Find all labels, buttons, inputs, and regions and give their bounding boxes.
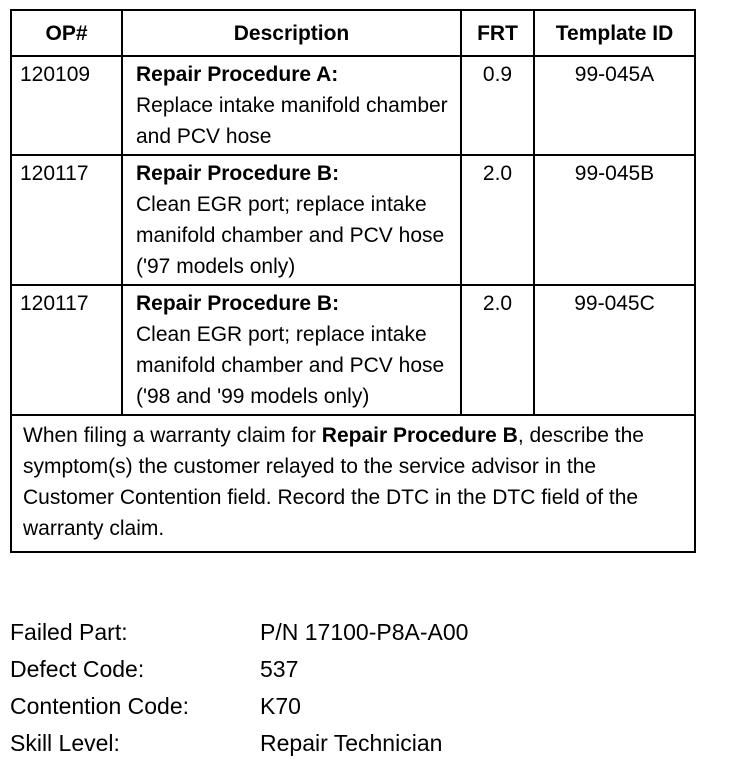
failed-part-value: P/N 17100-P8A-A00 — [260, 619, 469, 645]
table-header-row — [11, 10, 695, 56]
note-text-before: When filing a warranty claim for — [23, 424, 322, 447]
op-number: 120117 — [11, 155, 122, 285]
part-info-list — [10, 614, 468, 762]
frt-value: 0.9 — [461, 56, 534, 155]
template-id: 99-045C — [534, 285, 695, 415]
failed-part-label: Failed Part: — [10, 619, 128, 645]
skill-level-row — [10, 725, 468, 762]
template-id: 99-045A — [534, 56, 695, 155]
frt-value: 2.0 — [461, 285, 534, 415]
template-id: 99-045B — [534, 155, 695, 285]
warranty-table — [10, 9, 696, 553]
frt-value: 2.0 — [461, 155, 534, 285]
header-op: OP# — [11, 10, 122, 56]
warranty-note — [11, 415, 695, 552]
description-cell — [122, 285, 461, 415]
procedure-description: Replace intake manifold chamber and PCV hose — [136, 94, 448, 148]
description-cell — [122, 56, 461, 155]
defect-code-label: Defect Code: — [10, 656, 145, 682]
procedure-title: Repair Procedure A: — [136, 63, 339, 86]
procedure-title: Repair Procedure B: — [136, 292, 340, 315]
failed-part-row — [10, 614, 468, 651]
note-text-after: , describe the symptom(s) the customer relayed to the service advisor in the Customer Contention field. Record the DTC in the DTC field of the warranty claim. — [23, 424, 644, 540]
defect-code-row — [10, 651, 468, 688]
contention-code-label: Contention Code: — [10, 693, 190, 719]
note-row — [11, 415, 695, 552]
header-description: Description — [122, 10, 461, 56]
skill-level-value: Repair Technician — [260, 730, 443, 756]
procedure-description: Clean EGR port; replace intake manifold chamber and PCV hose ('98 and '99 models only) — [136, 323, 445, 408]
defect-code-value: 537 — [260, 656, 299, 682]
contention-code-value: K70 — [260, 693, 301, 719]
header-template-id: Template ID — [534, 10, 695, 56]
op-number: 120117 — [11, 285, 122, 415]
header-frt: FRT — [461, 10, 534, 56]
description-cell — [122, 155, 461, 285]
procedure-description: Clean EGR port; replace intake manifold chamber and PCV hose ('97 models only) — [136, 193, 445, 278]
contention-code-row — [10, 688, 468, 725]
skill-level-label: Skill Level: — [10, 730, 120, 756]
note-procedure-name: Repair Procedure B — [321, 424, 518, 447]
table-row — [11, 155, 695, 285]
table-row — [11, 56, 695, 155]
procedure-title: Repair Procedure B: — [136, 162, 340, 185]
table-row — [11, 285, 695, 415]
op-number: 120109 — [11, 56, 122, 155]
